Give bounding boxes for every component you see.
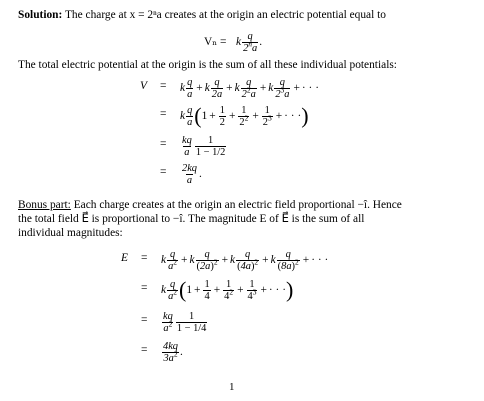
vn-rhs: k $\frac{q}{2^na}$ . [236, 30, 263, 54]
bonus-line-2: the total field E⃗ is proportional to −î. The magnitude E of E⃗ is the sum of all [18, 213, 365, 225]
v-lhs: V [140, 80, 147, 92]
vn-equation [204, 28, 324, 56]
page-number: 1 [229, 381, 235, 393]
bonus-line-3: individual magnitudes: [18, 227, 123, 239]
v-eq-sign: = [160, 80, 167, 92]
bonus-heading: Bonus part: [18, 199, 71, 211]
bonus-line-1: Bonus part: Each charge creates at the origin an electric field proportional −î. Hence [18, 199, 402, 211]
total-potential-line: The total electric potential at the origin is the sum of all these individual potentials: [18, 59, 397, 71]
v-equation-line-1: V = k $\frac{q}{a}$ + k $\frac{q}{2a}$ + k $\frac{q}{2^2a}$ + k $\frac{q}{2^3a}$ + · · · [140, 76, 319, 100]
v-equation-line-3: = $\frac{kq}{a}$ $\frac{1}{1 - 1/2}$ [160, 134, 226, 158]
e-eq-sign: = [141, 252, 148, 264]
e-equation-line-4: = $\frac{4kq}{3a^2}$ . [141, 340, 183, 364]
e-equation-line-2: = k $\frac{q}{a^2}$ ( 1 + $\frac{1}{4}$ + $\frac{1}{4^2}$ + $\frac{1}{4^3}$ + · · · ) [141, 277, 294, 302]
solution-intro-text: The charge at x = 2ⁿa creates at the origin an electric potential equal to [64, 9, 386, 21]
v-equation-line-4: = $\frac{2kq}{a}$ . [160, 162, 202, 186]
solution-heading: Solution: [18, 9, 63, 21]
e-lhs: E [121, 252, 128, 264]
e-equation-line-3: = $\frac{kq}{a^2}$ $\frac{1}{1 - 1/4}$ [141, 310, 207, 334]
vn-lhs: Vₙ = [204, 36, 227, 48]
solution-intro-line [18, 8, 386, 22]
e-equation-line-1: E = k $\frac{q}{a^2}$ + k $\frac{q}{(2a)^2}$ + k $\frac{q}{(4a)^2}$ + k $\frac{q}{(8a)^2}$ + · · · [121, 248, 329, 272]
v-equation-line-2: = k $\frac{q}{a}$ ( 1 + $\frac{1}{2}$ + $\frac{1}{2^2}$ + $\frac{1}{2^3}$ + · · · ) [160, 103, 309, 128]
